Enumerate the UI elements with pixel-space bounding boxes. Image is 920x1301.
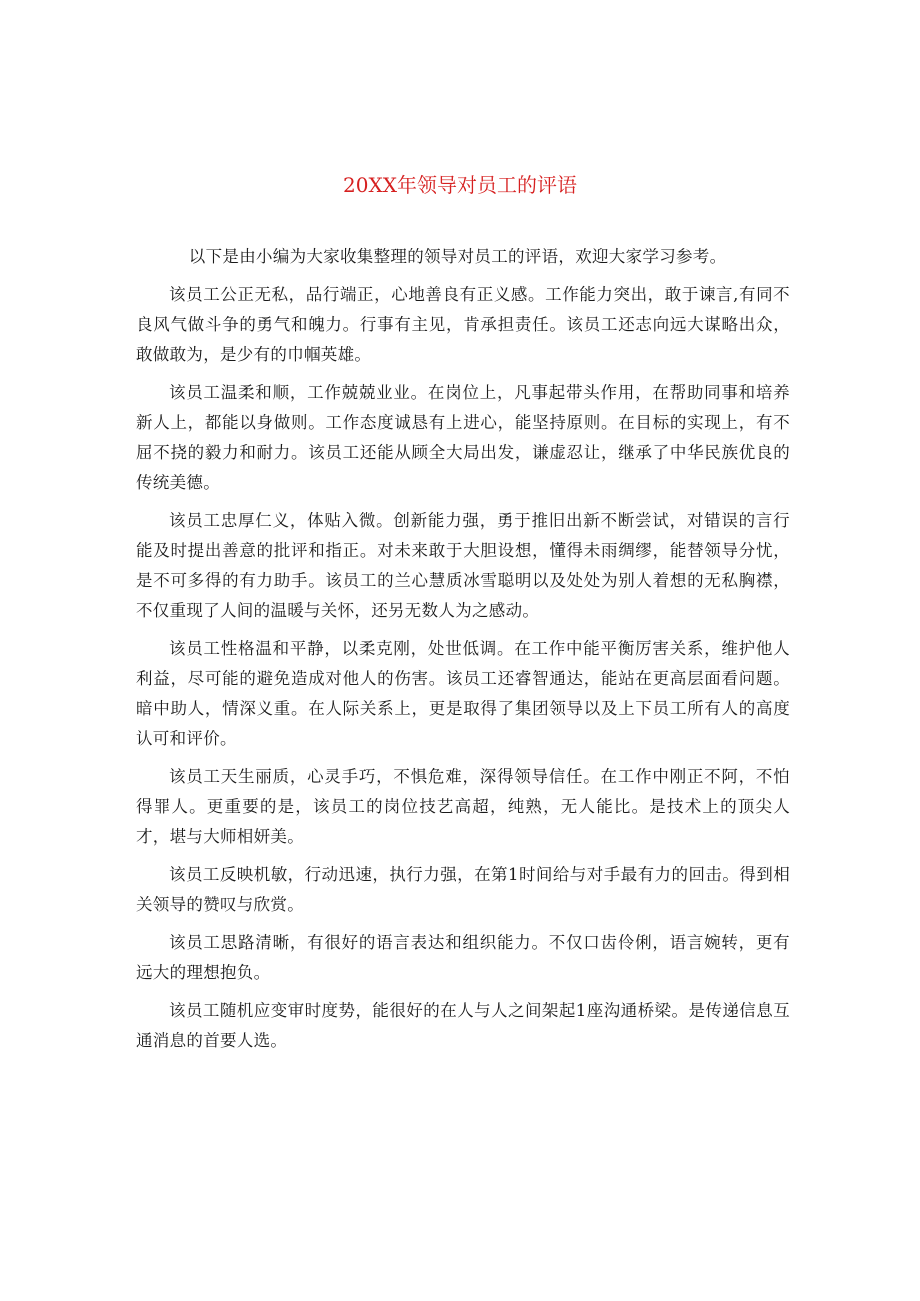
paragraph: 该员工反映机敏，行动迅速，执行力强，在第1时间给与对手最有力的回击。得到相关领导的赞叹与欣赏。 bbox=[136, 865, 790, 914]
document-title: 20XX年领导对员工的评语 bbox=[343, 173, 577, 197]
paragraph: 该员工忠厚仁义，体贴入微。创新能力强，勇于推旧出新不断尝试，对错误的言行能及时提出善意的批评和指正。对未来敢于大胆设想，懂得未雨绸缪，能替领导分忧，是不可多得的有力助手。该员工的兰心慧质冰雪聪明以及处处为别人着想的无私胸襟，不仅重现了人间的温暖与关怀，还另无数人为之感动。 bbox=[136, 511, 790, 620]
paragraph: 该员工性格温和平静，以柔克刚，处世低调。在工作中能平衡厉害关系，维护他人利益，尽可能的避免造成对他人的伤害。该员工还睿智通达，能站在更高层面看问题。暗中助人，情深义重。在人际关系上，更是取得了集团领导以及上下员工所有人的高度认可和评价。 bbox=[136, 639, 790, 748]
paragraph: 该员工公正无私，品行端正，心地善良有正义感。工作能力突出，敢于谏言,有同不良风气做斗争的勇气和魄力。行事有主见，肯承担责任。该员工还志向远大谋略出众，敢做敢为，是少有的巾帼英雄。 bbox=[136, 285, 790, 364]
paragraph: 该员工思路清晰，有很好的语言表达和组织能力。不仅口齿伶俐，语言婉转，更有远大的理想抱负。 bbox=[136, 933, 790, 982]
paragraph: 该员工天生丽质，心灵手巧，不惧危难，深得领导信任。在工作中刚正不阿，不怕得罪人。更重要的是，该员工的岗位技艺高超，纯熟，无人能比。是技术上的顶尖人才，堪与大师相妍美。 bbox=[136, 767, 790, 846]
paragraph: 该员工随机应变审时度势，能很好的在人与人之间架起1座沟通桥梁。是传递信息互通消息的首要人选。 bbox=[136, 1001, 790, 1050]
intro-paragraph: 以下是由小编为大家收集整理的领导对员工的评语，欢迎大家学习参考。 bbox=[188, 247, 727, 266]
document-body bbox=[136, 242, 790, 1064]
paragraph: 该员工温柔和顺，工作兢兢业业。在岗位上，凡事起带头作用，在帮助同事和培养新人上，都能以身做则。工作态度诚恳有上进心，能坚持原则。在目标的实现上，有不屈不挠的毅力和耐力。该员工还能从顾全大局出发，谦虚忍让，继承了中华民族优良的传统美德。 bbox=[136, 383, 790, 492]
